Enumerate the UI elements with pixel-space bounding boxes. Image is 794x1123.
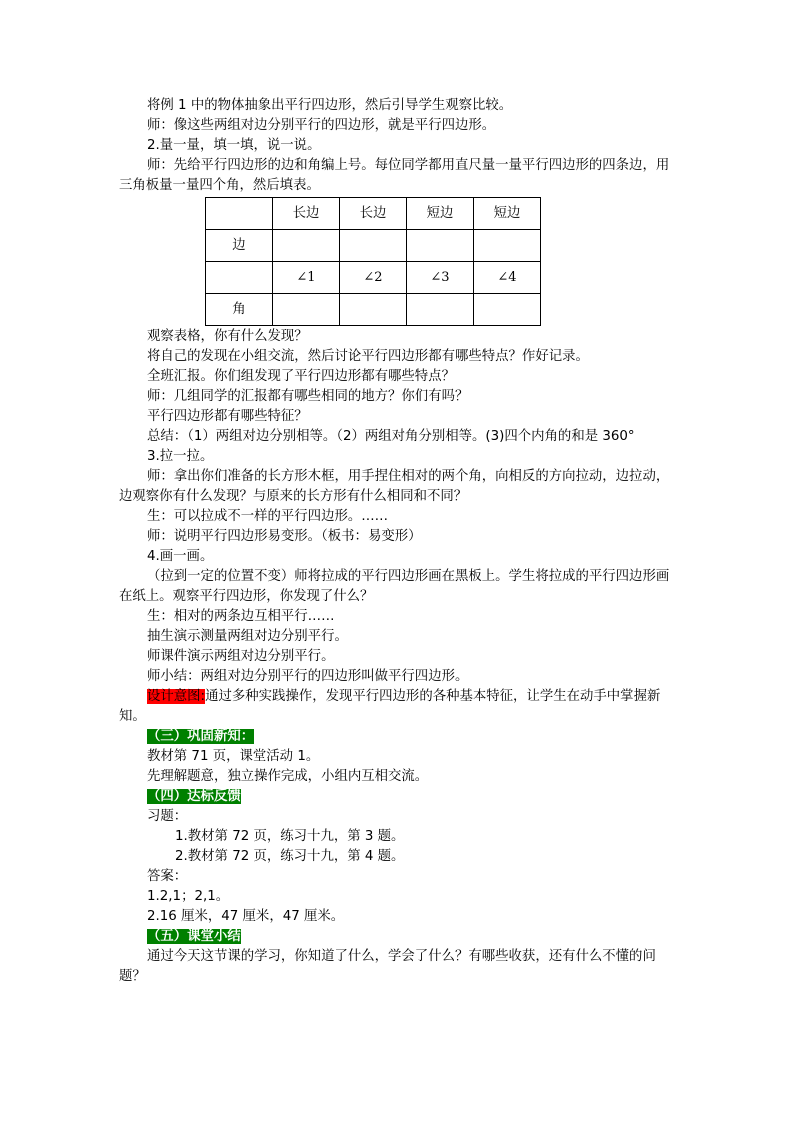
table-cell bbox=[474, 230, 541, 262]
exercise-item: 1.教材第 72 页，练习十九，第 3 题。 bbox=[175, 829, 405, 844]
section-heading-label: （四）达标反馈 bbox=[147, 789, 241, 804]
paragraph: 生：相对的两条边互相平行…… bbox=[147, 609, 335, 624]
section-heading-label: （三）巩固新知： bbox=[147, 729, 255, 744]
paragraph: 总结：（1）两组对边分别相等。（2）两组对角分别相等。(3)四个内角的和是 360° bbox=[147, 429, 635, 444]
paragraph: 将自己的发现在小组交流，然后讨论平行四边形都有哪些特点？作好记录。 bbox=[147, 349, 589, 364]
table-cell: ∠4 bbox=[474, 262, 541, 294]
section-heading bbox=[119, 927, 679, 947]
paragraph: 答案： bbox=[147, 869, 188, 884]
paragraph: （拉到一定的位置不变）师将拉成的平行四边形画在黑板上。学生将拉成的平行四边形画在纸上。观察平行四边形，你发现了什么？ bbox=[119, 569, 670, 604]
section-heading-label: （五）课堂小结 bbox=[147, 929, 241, 944]
answer-item: 1.2,1；2,1。 bbox=[147, 889, 230, 904]
table-cell: ∠2 bbox=[340, 262, 407, 294]
table-cell bbox=[407, 294, 474, 326]
paragraph: 2.量一量，填一填，说一说。 bbox=[147, 138, 321, 153]
table-cell bbox=[407, 230, 474, 262]
table-cell: ∠1 bbox=[273, 262, 340, 294]
table-cell bbox=[273, 230, 340, 262]
paragraph: 师：几组同学的汇报都有哪些相同的地方？你们有吗？ bbox=[147, 389, 469, 404]
paragraph: 观察表格，你有什么发现？ bbox=[147, 329, 308, 344]
design-intent-label: 设计意图: bbox=[147, 689, 206, 704]
paragraph: 4.画一画。 bbox=[147, 549, 214, 564]
table-cell bbox=[206, 198, 273, 230]
paragraph: 平行四边形都有哪些特征？ bbox=[147, 409, 308, 424]
paragraph: 抽生演示测量两组对边分别平行。 bbox=[147, 629, 348, 644]
table-cell: 短边 bbox=[474, 198, 541, 230]
table-cell: 短边 bbox=[407, 198, 474, 230]
exercise-item: 2.教材第 72 页，练习十九，第 4 题。 bbox=[175, 849, 405, 864]
table-cell bbox=[273, 294, 340, 326]
table-cell bbox=[206, 262, 273, 294]
table-row bbox=[206, 294, 541, 326]
paragraph: 将例 1 中的物体抽象出平行四边形，然后引导学生观察比较。 bbox=[147, 98, 513, 113]
table-cell bbox=[340, 230, 407, 262]
design-intent-paragraph bbox=[119, 687, 679, 727]
table-cell: ∠3 bbox=[407, 262, 474, 294]
section-heading bbox=[119, 787, 679, 807]
table-row bbox=[206, 198, 541, 230]
table-cell: 长边 bbox=[273, 198, 340, 230]
table-cell bbox=[474, 294, 541, 326]
table-cell bbox=[340, 294, 407, 326]
answer-item: 2.16 厘米，47 厘米，47 厘米。 bbox=[147, 909, 345, 924]
section-heading bbox=[119, 727, 679, 747]
table-row bbox=[206, 262, 541, 294]
paragraph: 习题： bbox=[147, 809, 188, 824]
measurement-table bbox=[205, 197, 541, 326]
paragraph: 师：像这些两组对边分别平行的四边形，就是平行四边形。 bbox=[147, 118, 496, 133]
paragraph: 教材第 71 页，课堂活动 1。 bbox=[147, 749, 320, 764]
paragraph: 全班汇报。你们组发现了平行四边形都有哪些特点？ bbox=[147, 369, 455, 384]
paragraph: 通过今天这节课的学习，你知道了什么，学会了什么？有哪些收获，还有什么不懂的问题？ bbox=[119, 949, 656, 984]
table-row bbox=[206, 230, 541, 262]
table-cell: 长边 bbox=[340, 198, 407, 230]
paragraph: 师课件演示两组对边分别平行。 bbox=[147, 649, 335, 664]
paragraph: 生：可以拉成不一样的平行四边形。…… bbox=[147, 509, 389, 524]
design-intent-text: 通过多种实践操作，发现平行四边形的各种基本特征，让学生在动手中掌握新知。 bbox=[119, 689, 661, 724]
document-body bbox=[119, 96, 679, 987]
paragraph: 师：说明平行四边形易变形。（板书：易变形） bbox=[147, 529, 422, 544]
paragraph: 3.拉一拉。 bbox=[147, 449, 214, 464]
paragraph: 师小结：两组对边分别平行的四边形叫做平行四边形。 bbox=[147, 669, 469, 684]
paragraph: 师：拿出你们准备的长方形木框，用手捏住相对的两个角，向相反的方向拉动，边拉动，边观察你有什么发现？与原来的长方形有什么相同和不同？ bbox=[119, 469, 670, 504]
paragraph: 师：先给平行四边形的边和角编上号。每位同学都用直尺量一量平行四边形的四条边，用三角板量一量四个角，然后填表。 bbox=[119, 158, 670, 193]
table-cell: 角 bbox=[206, 294, 273, 326]
paragraph: 先理解题意，独立操作完成，小组内互相交流。 bbox=[147, 769, 429, 784]
table-cell: 边 bbox=[206, 230, 273, 262]
